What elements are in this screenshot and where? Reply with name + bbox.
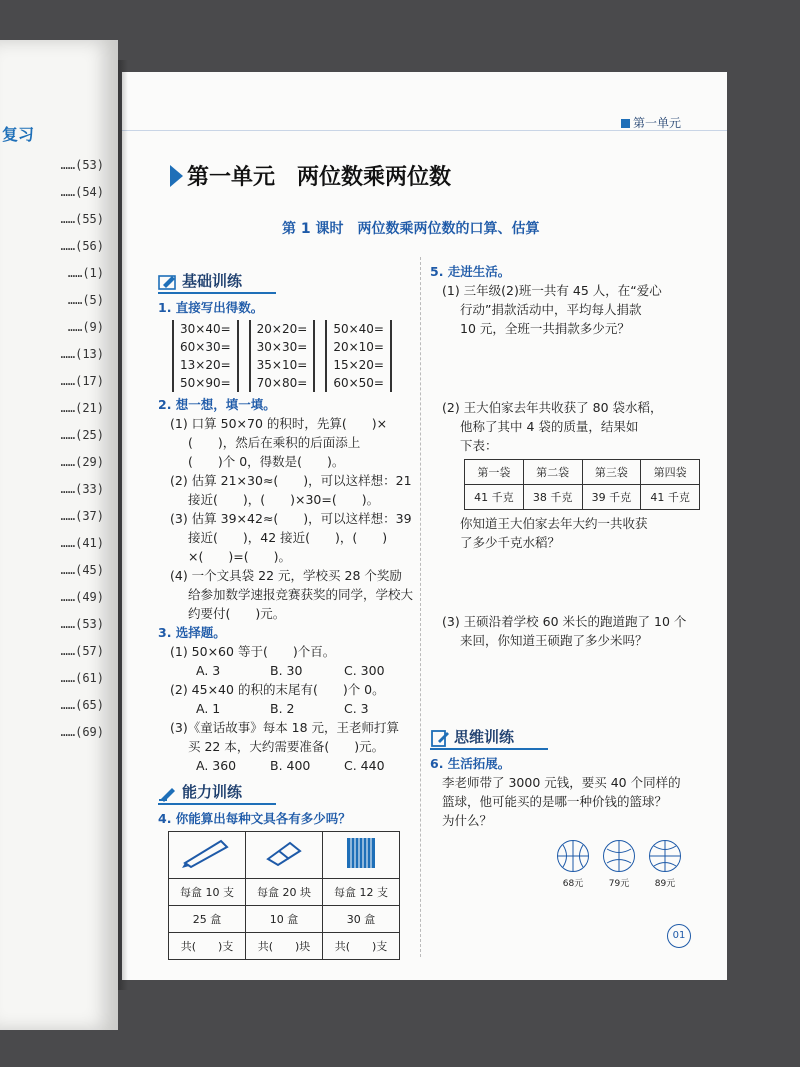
choice-c: C. 300 — [344, 663, 385, 678]
q2-3-line: 接近( )，42 接近( )，( ) — [188, 530, 388, 545]
toc-entry: ……(17) — [60, 374, 104, 388]
table-row — [169, 906, 400, 933]
unit-tag: 第一单元 — [621, 114, 681, 131]
calc-column — [172, 320, 239, 392]
choice-c: C. 440 — [344, 758, 385, 773]
toc-entry: ……(25) — [60, 428, 104, 442]
left-page — [0, 40, 118, 1030]
q3-3-choices — [158, 756, 418, 775]
calc-item: 60×50= — [333, 376, 384, 390]
toc-entry: ……(37) — [60, 509, 104, 523]
q5-1-line: (1) 三年级(2)班一共有 45 人，在“爱心 — [442, 283, 662, 298]
square-icon — [621, 119, 630, 128]
question-1: 1. 直接写出得数。 — [158, 300, 264, 315]
q5-3-line: 来回，你知道王硕跑了多少米吗？ — [460, 633, 648, 648]
basketball-icon — [557, 840, 589, 872]
calc-item: 70×80= — [256, 376, 308, 390]
q2-2-line: 接近( )，( )×30=( )。 — [188, 492, 380, 507]
q2-1-line: (1) 口算 50×70 的积时，先算( )× — [170, 416, 388, 431]
basketball-option: 79元 — [596, 840, 642, 894]
notebook-icon — [430, 729, 450, 747]
section-ability-training: 能力训练 — [158, 783, 276, 805]
right-page — [122, 72, 727, 980]
table-row — [169, 879, 400, 906]
table-cell: 39 千克 — [582, 485, 641, 510]
lesson-title: 第 1 课时 两位数乘两位数的口算、估算 — [282, 221, 540, 237]
q5-2-line: 他称了其中 4 袋的质量，结果如 — [460, 419, 639, 434]
q5-2-line: 了多少千克水稻？ — [460, 535, 561, 550]
table-row — [465, 460, 700, 485]
question-3: 3. 选择题。 — [158, 625, 226, 640]
pen-icon — [158, 784, 178, 802]
q6-line: 李老师带了 3000 元钱，要买 40 个同样的 — [442, 775, 681, 790]
table-cell: 共( )支 — [323, 933, 400, 960]
q5-1-line: 10 元，全班一共捐款多少元？ — [460, 321, 630, 336]
calc-item: 35×10= — [256, 358, 308, 372]
table-cell: 共( )块 — [246, 933, 323, 960]
q2-4-line: 给参加数学速报竞赛获奖的同学，学校大 — [188, 587, 414, 602]
question-6: 6. 生活拓展。 — [430, 756, 511, 771]
triangle-icon — [170, 165, 183, 187]
calc-item: 50×40= — [333, 322, 384, 336]
toc-entry: ……(1) — [67, 266, 104, 280]
q3-3-line: (3)《童话故事》每本 18 元，王老师打算 — [170, 720, 400, 735]
table-cell: 第一袋 — [465, 460, 524, 485]
table-cell — [323, 832, 400, 879]
table-cell — [246, 832, 323, 879]
q3-3-line: 买 22 本，大约需要准备( )元。 — [188, 739, 385, 754]
toc-entry: ……(61) — [60, 671, 104, 685]
basketball-options — [550, 840, 700, 894]
answer-space — [430, 650, 700, 728]
choice-c: C. 3 — [344, 701, 369, 716]
q2-3-line: ×( )=( )。 — [188, 549, 291, 564]
section-basic-training: 基础训练 — [158, 272, 276, 294]
table-cell: 38 千克 — [523, 485, 582, 510]
calc-item: 13×20= — [180, 358, 231, 372]
toc-entry: ……(9) — [67, 320, 104, 334]
book-spine-shadow — [118, 60, 128, 990]
table-cell: 第三袋 — [582, 460, 641, 485]
left-page-title: 复习 — [2, 125, 35, 144]
q6-line: 篮球，他可能买的是哪一种价钱的篮球？ — [442, 794, 668, 809]
basketball-icon — [649, 840, 681, 872]
q3-1-choices — [158, 661, 418, 680]
toc-entry: ……(41) — [60, 536, 104, 550]
toc-entry: ……(57) — [60, 644, 104, 658]
q5-1-line: 行动”捐款活动中，平均每人捐款 — [460, 302, 642, 317]
column-divider — [420, 257, 422, 957]
calc-item: 50×90= — [180, 376, 231, 390]
table-cell: 30 盒 — [323, 906, 400, 933]
q5-2-line: (2) 王大伯家去年共收获了 80 袋水稻， — [442, 400, 663, 415]
q2-2-line: (2) 估算 21×30≈( )，可以这样想：21 — [170, 473, 412, 488]
toc-entry: ……(65) — [60, 698, 104, 712]
table-cell: 每盒 12 支 — [323, 879, 400, 906]
toc-entry: ……(54) — [60, 185, 104, 199]
question-4: 4. 你能算出每种文具各有多少吗？ — [158, 811, 351, 826]
toc-entry: ……(5) — [67, 293, 104, 307]
calc-item: 20×20= — [256, 322, 308, 336]
table-cell: 41 千克 — [465, 485, 524, 510]
table-row — [169, 832, 400, 879]
question-2: 2. 想一想，填一填。 — [158, 397, 276, 412]
q5-3-line: (3) 王硕沿着学校 60 米长的跑道跑了 10 个 — [442, 614, 687, 629]
rice-weight-table — [464, 459, 700, 510]
stationery-table — [168, 831, 400, 960]
q2-4-line: (4) 一个文具袋 22 元，学校买 28 个奖励 — [170, 568, 402, 583]
toc-entry: ……(69) — [60, 725, 104, 739]
oral-calc-grid — [172, 320, 418, 392]
table-cell: 第四袋 — [641, 460, 700, 485]
choice-a: A. 3 — [196, 663, 221, 678]
table-cell: 每盒 10 支 — [169, 879, 246, 906]
header-divider — [122, 130, 727, 131]
q5-2-line: 你知道王大伯家去年大约一共收获 — [460, 516, 648, 531]
q2-1-line: ( )个 0，得数是( )。 — [188, 454, 345, 469]
toc-entry: ……(55) — [60, 212, 104, 226]
toc-entry: ……(45) — [60, 563, 104, 577]
left-column — [158, 272, 418, 960]
q3-2-line: (2) 45×40 的积的末尾有( )个 0。 — [170, 682, 385, 697]
q3-1-line: (1) 50×60 等于( )个百。 — [170, 644, 336, 659]
colored-pencils-icon — [341, 834, 381, 870]
basketball-icon — [603, 840, 635, 872]
toc-entry: ……(53) — [60, 617, 104, 631]
table-cell: 每盒 20 块 — [246, 879, 323, 906]
table-cell: 第二袋 — [523, 460, 582, 485]
toc-entry: ……(29) — [60, 455, 104, 469]
pencil-icon — [158, 273, 178, 291]
basketball-option: 89元 — [642, 840, 688, 894]
q2-3-line: (3) 估算 39×42≈( )，可以这样想：39 — [170, 511, 412, 526]
choice-a: A. 1 — [196, 701, 221, 716]
q2-4-line: 约要付( )元。 — [188, 606, 286, 621]
q2-1-line: ( )，然后在乘积的后面添上 — [188, 435, 361, 450]
basketball-option: 68元 — [550, 840, 596, 894]
table-cell — [169, 832, 246, 879]
pencil-icon — [179, 835, 235, 869]
table-cell: 10 盒 — [246, 906, 323, 933]
calc-column — [249, 320, 316, 392]
toc-entry: ……(56) — [60, 239, 104, 253]
toc-entry: ……(49) — [60, 590, 104, 604]
section-thinking-training: 思维训练 — [430, 728, 548, 750]
page-number: 01 — [667, 924, 691, 948]
calc-column — [325, 320, 392, 392]
question-5: 5. 走进生活。 — [430, 264, 511, 279]
right-column — [430, 262, 700, 894]
table-row — [465, 485, 700, 510]
calc-item: 60×30= — [180, 340, 231, 354]
toc-entry: ……(21) — [60, 401, 104, 415]
unit-title: 第一单元 两位数乘两位数 — [170, 160, 451, 191]
toc-entry: ……(53) — [60, 158, 104, 172]
choice-b: B. 30 — [270, 663, 303, 678]
q6-line: 为什么？ — [442, 813, 493, 828]
eraser-icon — [256, 835, 312, 869]
toc-entry: ……(13) — [60, 347, 104, 361]
q3-2-choices — [158, 699, 418, 718]
table-cell: 41 千克 — [641, 485, 700, 510]
calc-item: 20×10= — [333, 340, 384, 354]
toc-entry: ……(33) — [60, 482, 104, 496]
calc-item: 30×30= — [256, 340, 308, 354]
table-cell: 共( )支 — [169, 933, 246, 960]
table-row — [169, 933, 400, 960]
choice-a: A. 360 — [196, 758, 237, 773]
answer-space — [430, 552, 700, 612]
table-cell: 25 盒 — [169, 906, 246, 933]
answer-space — [430, 338, 700, 398]
choice-b: B. 2 — [270, 701, 295, 716]
choice-b: B. 400 — [270, 758, 311, 773]
calc-item: 15×20= — [333, 358, 384, 372]
q5-2-line: 下表： — [460, 438, 498, 453]
calc-item: 30×40= — [180, 322, 231, 336]
